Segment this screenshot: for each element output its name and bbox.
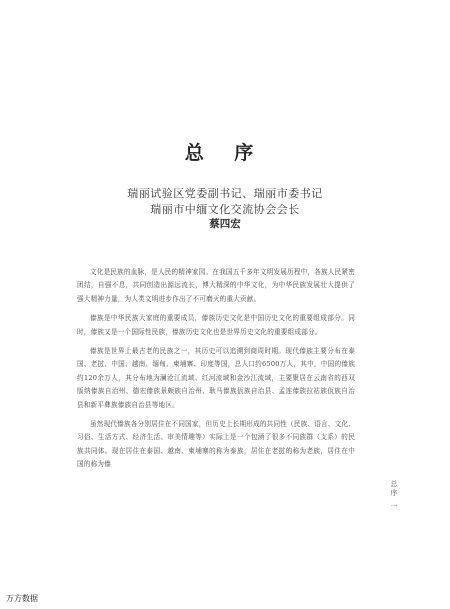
paragraph: 傣族是世界上最古老的民族之一，其历史可以追溯到商周时期。现代傣族主要分布在泰国、老挝、中国、越南、缅甸、柬埔寨、印度等国，总人口约6500万人，其中，中国的傣族约120余万人，其分布地为澜沧江流域、红河流域和金沙江流域，主要聚居在云南省的西双版纳傣族自治州、德宏傣族景颇族自治州、耿马傣族佤族自治县、孟连傣族拉祜族佤族自治县和新平彝族傣族自治县等地区。: [77, 347, 355, 409]
page-title: 总 序: [184, 142, 266, 164]
author-position-line-1: 瑞丽试验区党委副书记、瑞丽市委书记: [127, 187, 323, 200]
paragraph: 虽然现代傣族各分别居住在不同国家，但历史上长期形成的共同性（民族、语言、文化、习俗、生活方式、经济生活、审美情趣等）实际上是一个包涵了很多不同族群（支系）的民族共同体。现在居住在泰国、越南、柬埔寨的称为泰族，居住在老挝的称为老族，居住在中国的称为傣: [77, 420, 355, 469]
page-side-label: 总序 一: [390, 480, 398, 512]
paragraph: 傣族是中华民族大家庭的重要成员，傣族历史文化是中国历史文化的重要组成部分。同时，傣族又是一个国际性民族，傣族历史文化也是世界历史文化的重要组成部分。: [77, 314, 355, 336]
author-position-line-2: 瑞丽市中缅文化交流协会会长: [150, 203, 300, 216]
paragraph: 文化是民族的血脉，是人民的精神家园。在我国五千多年文明发展历程中，各族人民紧密团结，自强不息，共同创造出源远流长，博大精深的中华文化，为中华民族发展壮大提供了强大精神力量，为人类文明进步作出了不可磨灭的重大贡献。: [77, 268, 355, 303]
body-text: [77, 266, 355, 472]
footer-brand: 万方数据: [6, 594, 38, 603]
author-name: 蔡四宏: [209, 218, 241, 230]
